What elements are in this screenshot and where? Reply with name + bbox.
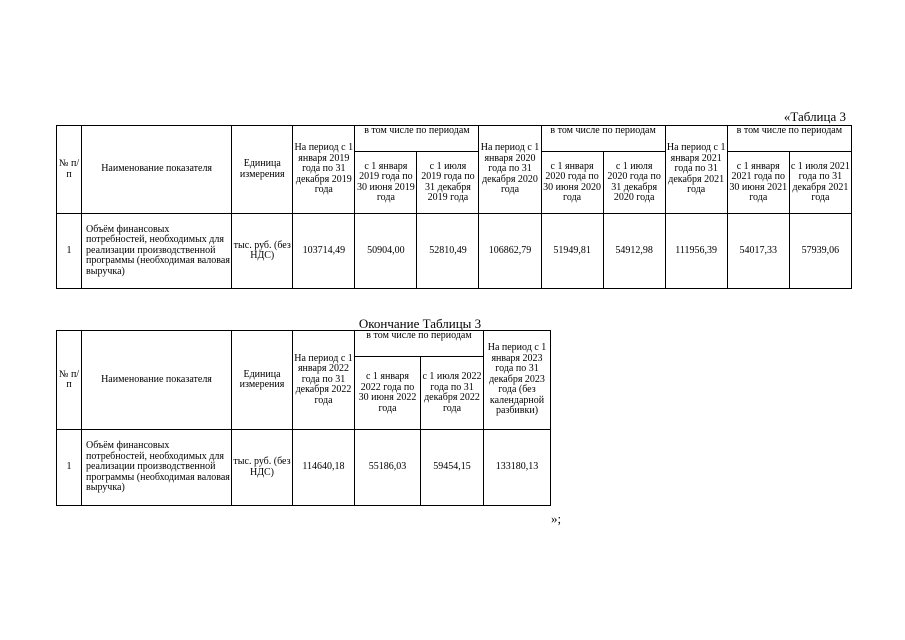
value-2019-total: 103714,49 [293,214,355,289]
header-incl-2019: в том числе по периодам [355,126,479,152]
value-2021-h1: 54017,33 [727,214,789,289]
header-h2-2022: с 1 июля 2022 года по 31 декабря 2022 года [421,357,484,430]
header-period-2023: На период с 1 января 2023 года по 31 декабря 2023 года (без календарной разбивки) [484,331,551,430]
table-3-end [56,330,551,506]
value-2022-total: 114640,18 [293,430,355,506]
row-number: 1 [57,214,82,289]
header-period-2019: На период с 1 января 2019 года по 31 декабря 2019 года [293,126,355,214]
value-2023-total: 133180,13 [484,430,551,506]
value-2020-h1: 51949,81 [541,214,603,289]
value-2022-h1: 55186,03 [355,430,421,506]
header-indicator-name: Наименование показателя [82,331,232,430]
closing-quote-mark: »; [551,511,562,526]
row-number: 1 [57,430,82,506]
header-h1-2022: с 1 января 2022 года по 30 июня 2022 года [355,357,421,430]
row-indicator-name: Объём финансовых потребностей, необходимых для реализации производственной программы (необходимая валовая выручка) [82,214,232,289]
value-2020-total: 106862,79 [479,214,541,289]
row-unit: тыс. руб. (без НДС) [232,430,293,506]
table-3 [56,125,852,289]
header-incl-2021: в том числе по периодам [727,126,851,152]
header-h1-2019: с 1 января 2019 года по 30 июня 2019 года [355,152,417,214]
table2-caption: Окончание Таблицы 3 [358,316,482,331]
header-indicator-name: Наименование показателя [82,126,232,214]
value-2021-total: 111956,39 [665,214,727,289]
value-2020-h2: 54912,98 [603,214,665,289]
value-2019-h2: 52810,49 [417,214,479,289]
header-period-2021: На период с 1 января 2021 года по 31 декабря 2021 года [665,126,727,214]
row-indicator-name: Объём финансовых потребностей, необходимых для реализации производственной программы (необходимая валовая выручка) [82,430,232,506]
header-incl-2022: в том числе по периодам [355,331,484,357]
header-h1-2020: с 1 января 2020 года по 30 июня 2020 года [541,152,603,214]
header-number: № п/п [57,126,82,214]
header-unit: Единица измерения [232,126,293,214]
header-h2-2019: с 1 июля 2019 года по 31 декабря 2019 года [417,152,479,214]
header-number: № п/ п [57,331,82,430]
header-period-2020: На период с 1 января 2020 года по 31 декабря 2020 года [479,126,541,214]
table1-caption: «Таблица 3 [783,109,846,124]
header-period-2022: На период с 1 января 2022 года по 31 декабря 2022 года [293,331,355,430]
value-2022-h2: 59454,15 [421,430,484,506]
value-2021-h2: 57939,06 [789,214,851,289]
value-2019-h1: 50904,00 [355,214,417,289]
table-row [57,430,551,506]
table-row [57,214,852,289]
header-h1-2021: с 1 января 2021 года по 30 июня 2021 года [727,152,789,214]
header-incl-2020: в том числе по периодам [541,126,665,152]
header-h2-2020: с 1 июля 2020 года по 31 декабря 2020 года [603,152,665,214]
header-unit: Единица измерения [232,331,293,430]
row-unit: тыс. руб. (без НДС) [232,214,293,289]
header-h2-2021: с 1 июля 2021 года по 31 декабря 2021 года [789,152,851,214]
